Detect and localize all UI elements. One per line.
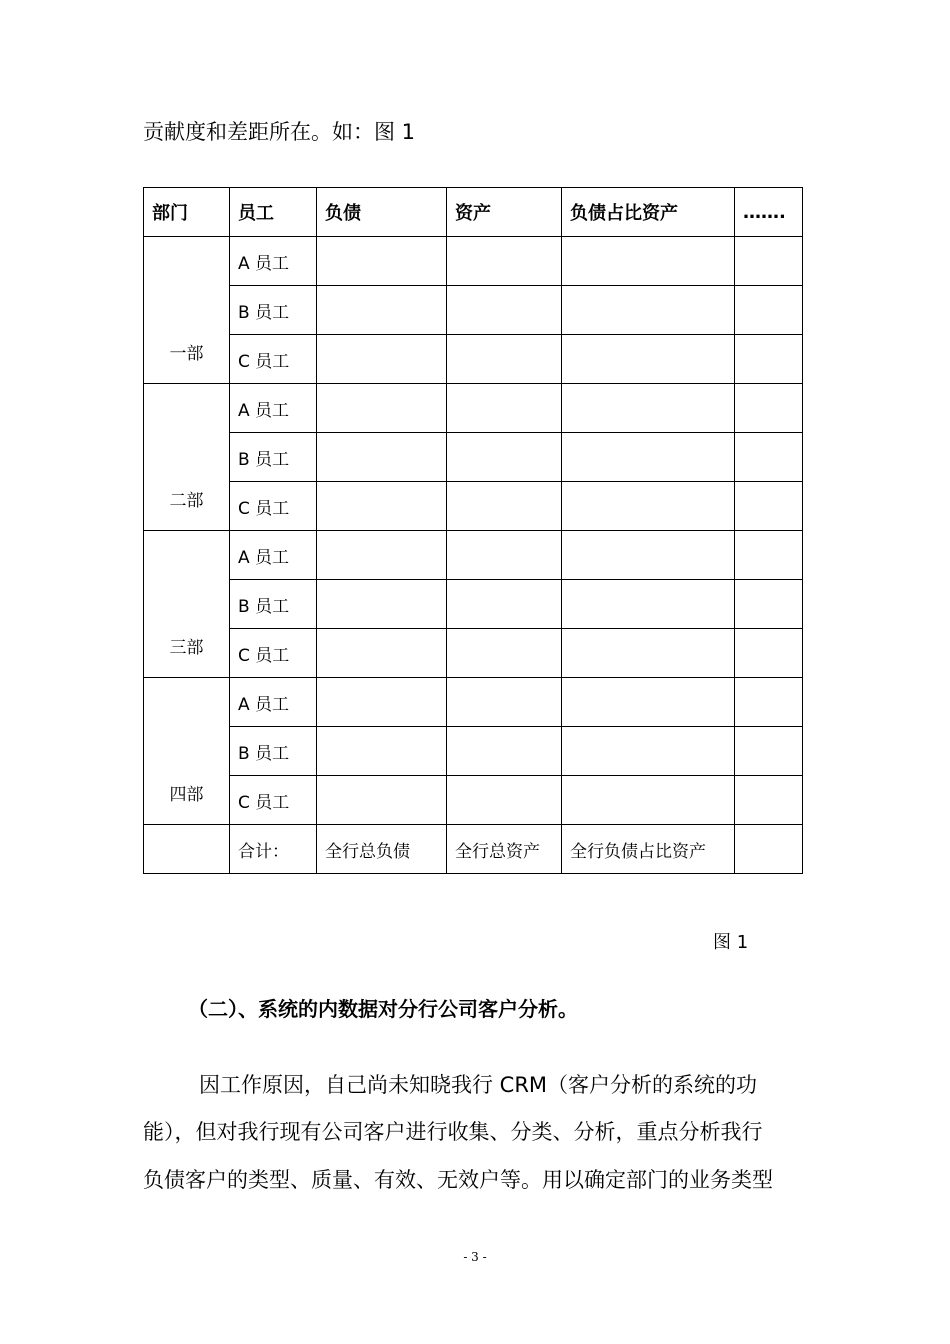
total-row xyxy=(144,825,803,874)
empty-cell xyxy=(735,286,803,335)
empty-cell xyxy=(447,286,562,335)
empty-cell xyxy=(447,629,562,678)
empty-cell xyxy=(562,629,735,678)
employee-cell: B 员工 xyxy=(230,580,317,629)
empty-cell xyxy=(317,678,447,727)
table-row xyxy=(144,629,803,678)
empty-cell xyxy=(317,286,447,335)
employee-cell: C 员工 xyxy=(230,776,317,825)
empty-cell xyxy=(735,237,803,286)
table-row xyxy=(144,237,803,286)
empty-cell xyxy=(447,384,562,433)
empty-cell xyxy=(317,384,447,433)
empty-cell xyxy=(317,531,447,580)
empty-cell xyxy=(144,825,230,874)
table-row xyxy=(144,335,803,384)
empty-cell xyxy=(735,825,803,874)
empty-cell xyxy=(562,727,735,776)
empty-cell xyxy=(317,482,447,531)
empty-cell xyxy=(447,335,562,384)
empty-cell xyxy=(317,335,447,384)
empty-cell xyxy=(447,580,562,629)
empty-cell xyxy=(562,531,735,580)
table-row xyxy=(144,580,803,629)
empty-cell xyxy=(735,433,803,482)
section-heading: （二）、系统的内数据对分行公司客户分析。 xyxy=(188,997,578,1021)
employee-cell: A 员工 xyxy=(230,678,317,727)
empty-cell xyxy=(562,678,735,727)
table-row xyxy=(144,433,803,482)
empty-cell xyxy=(317,629,447,678)
empty-cell xyxy=(735,384,803,433)
empty-cell xyxy=(447,531,562,580)
employee-cell: C 员工 xyxy=(230,335,317,384)
paragraph-line: 因工作原因，自己尚未知晓我行 CRM（客户分析的系统的功 xyxy=(199,1073,758,1097)
empty-cell xyxy=(317,580,447,629)
empty-cell xyxy=(447,678,562,727)
empty-cell xyxy=(735,335,803,384)
table-row xyxy=(144,776,803,825)
empty-cell xyxy=(447,237,562,286)
empty-cell xyxy=(735,629,803,678)
empty-cell xyxy=(562,335,735,384)
empty-cell xyxy=(735,482,803,531)
empty-cell xyxy=(447,433,562,482)
empty-cell xyxy=(317,776,447,825)
empty-cell xyxy=(562,482,735,531)
figure-caption: 图 1 xyxy=(713,932,749,953)
empty-cell xyxy=(735,580,803,629)
empty-cell xyxy=(562,286,735,335)
employee-cell: C 员工 xyxy=(230,629,317,678)
dept-cell: 四部 xyxy=(144,678,230,825)
intro-line: 贡献度和差距所在。如：图 1 xyxy=(143,120,416,144)
empty-cell xyxy=(562,433,735,482)
header-dept: 部门 xyxy=(144,188,230,237)
paragraph-line: 负债客户的类型、质量、有效、无效户等。用以确定部门的业务类型 xyxy=(143,1168,773,1192)
empty-cell xyxy=(317,727,447,776)
total-liabilities: 全行总负债 xyxy=(317,825,447,874)
table-row xyxy=(144,384,803,433)
empty-cell xyxy=(735,776,803,825)
empty-cell xyxy=(447,727,562,776)
employee-cell: A 员工 xyxy=(230,531,317,580)
empty-cell xyxy=(735,727,803,776)
table-row xyxy=(144,678,803,727)
header-employee: 员工 xyxy=(230,188,317,237)
empty-cell xyxy=(562,384,735,433)
total-ratio: 全行负债占比资产 xyxy=(562,825,735,874)
table-row xyxy=(144,531,803,580)
dept-cell: 二部 xyxy=(144,384,230,531)
total-assets: 全行总资产 xyxy=(447,825,562,874)
empty-cell xyxy=(447,776,562,825)
empty-cell xyxy=(735,678,803,727)
total-label: 合计： xyxy=(230,825,317,874)
empty-cell xyxy=(317,237,447,286)
employee-cell: B 员工 xyxy=(230,433,317,482)
table-header-row xyxy=(144,188,803,237)
paragraph-line: 能），但对我行现有公司客户进行收集、分类、分析，重点分析我行 xyxy=(143,1120,763,1144)
dept-cell: 一部 xyxy=(144,237,230,384)
header-ratio: 负债占比资产 xyxy=(562,188,735,237)
employee-cell: A 员工 xyxy=(230,384,317,433)
empty-cell xyxy=(735,531,803,580)
employee-cell: A 员工 xyxy=(230,237,317,286)
header-more: ……. xyxy=(735,188,803,237)
header-liabilities: 负债 xyxy=(317,188,447,237)
dept-cell: 三部 xyxy=(144,531,230,678)
empty-cell xyxy=(317,433,447,482)
empty-cell xyxy=(562,237,735,286)
employee-cell: B 员工 xyxy=(230,286,317,335)
table-row xyxy=(144,482,803,531)
employee-cell: B 员工 xyxy=(230,727,317,776)
department-table xyxy=(143,187,803,874)
empty-cell xyxy=(562,580,735,629)
page-number: - 3 - xyxy=(463,1250,487,1264)
employee-cell: C 员工 xyxy=(230,482,317,531)
empty-cell xyxy=(447,482,562,531)
table-row xyxy=(144,286,803,335)
empty-cell xyxy=(562,776,735,825)
table-row xyxy=(144,727,803,776)
header-assets: 资产 xyxy=(447,188,562,237)
